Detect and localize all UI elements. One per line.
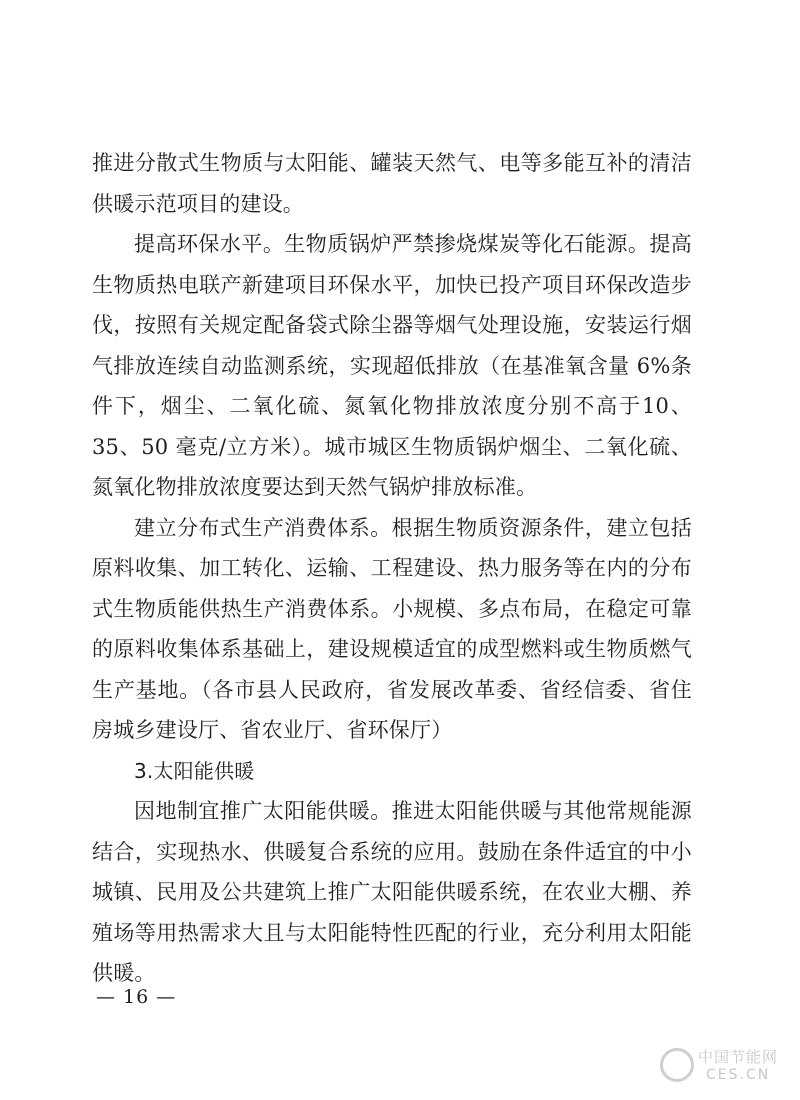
watermark-logo-icon	[660, 1048, 694, 1082]
paragraph-solar-heating: 因地制宜推广太阳能供暖。推进太阳能供暖与其他常规能源结合，实现热水、供暖复合系统的应用。鼓励在条件适宜的中小城镇、民用及公共建筑上推广太阳能供暖系统，在农业大棚、养殖场等用热需求大且与太阳能特性匹配的行业，充分利用太阳能供暖。	[92, 799, 692, 985]
section-heading-solar-heating: 3.太阳能供暖	[134, 758, 255, 783]
paragraph-continuation: 推进分散式生物质与太阳能、罐装天然气、电等多能互补的清洁供暖示范项目的建设。	[92, 151, 692, 216]
watermark-text-cn: 中国节能网	[698, 1048, 779, 1066]
watermark-text-en: CES.CN	[706, 1067, 771, 1083]
site-watermark	[660, 1042, 790, 1092]
paragraph-environmental-protection: 提高环保水平。生物质锅炉严禁掺烧煤炭等化石能源。提高生物质热电联产新建项目环保水平，加快已投产项目环保改造步伐，按照有关规定配备袋式除尘器等烟气处理设施，安装运行烟气排放连续自动监测系统，实现超低排放（在基准氧含量 6%条件下，烟尘、二氧化硫、氮氧化物排放浓度分别不高于10、35、50 毫克/立方米）。城市城区生物质锅炉烟尘、二氧化硫、氮氧化物排放浓度要达到天然气锅炉排放标准。	[92, 232, 692, 499]
body-text	[92, 143, 692, 994]
page-number: — 16 —	[96, 986, 177, 1008]
paragraph-distributed-system: 建立分布式生产消费体系。根据生物质资源条件，建立包括原料收集、加工转化、运输、工程建设、热力服务等在内的分布式生物质能供热生产消费体系。小规模、多点布局，在稳定可靠的原料收集体系基础上，建设规模适宜的成型燃料或生物质燃气生产基地。（各市县人民政府，省发展改革委、省经信委、省住房城乡建设厅、省农业厅、省环保厅）	[92, 515, 692, 742]
